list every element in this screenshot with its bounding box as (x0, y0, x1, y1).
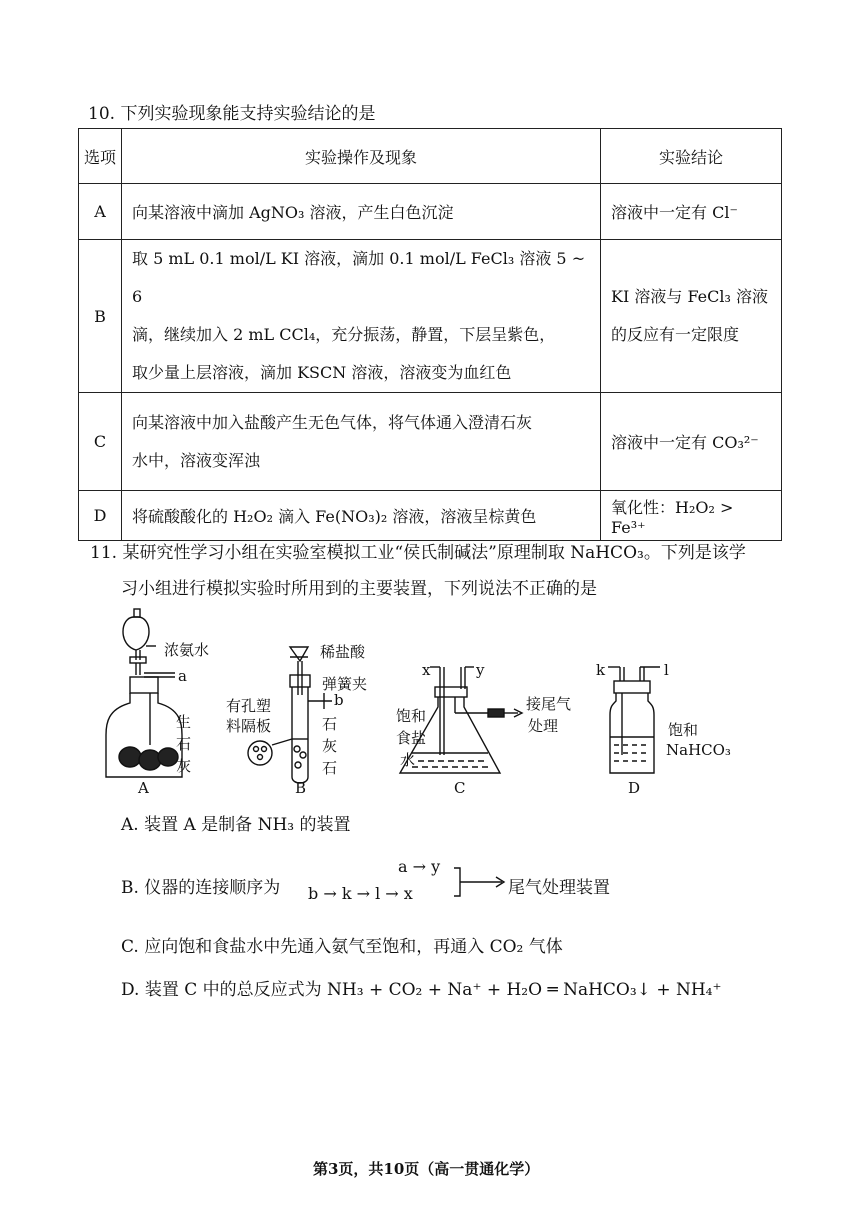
option-b-prefix: B. 仪器的连接顺序为 (121, 878, 281, 898)
question-11-title-line1: 11. 某研究性学习小组在实验室模拟工业“侯氏制碱法”原理制取 NaHCO₃。下列是该学 (90, 543, 746, 563)
label-c-liquid-2: 食盐 (396, 729, 427, 747)
label-apparatus-b: B (295, 779, 307, 797)
label-c-x: x (422, 661, 431, 679)
row-operation: 向某溶液中滴加 AgNO₃ 溶液，产生白色沉淀 (122, 184, 601, 240)
row-operation (122, 240, 601, 393)
row-operation: 将硫酸酸化的 H₂O₂ 滴入 Fe(NO₃)₂ 溶液，溶液呈棕黄色 (122, 491, 601, 541)
header-conclusion: 实验结论 (601, 129, 782, 184)
row-conclusion: 溶液中一定有 Cl⁻ (601, 184, 782, 240)
question-11-title-line2: 习小组进行模拟实验时所用到的主要装置，下列说法不正确的是 (121, 579, 597, 599)
apparatus-b (248, 647, 332, 783)
label-c-liquid-3: 水 (400, 751, 416, 769)
label-b-reagent: 稀盐酸 (320, 643, 366, 661)
label-b-clip: 弹簧夹 (322, 675, 368, 693)
table-row (79, 393, 782, 491)
label-b-solid-3: 石 (322, 759, 338, 777)
label-b-solid-2: 灰 (322, 737, 338, 755)
label-c-tail-1: 接尾气 (526, 695, 572, 713)
option-b-suffix: 尾气处理装置 (508, 878, 610, 898)
apparatus-d (608, 667, 660, 773)
apparatus-figure (100, 605, 750, 800)
option-a: A. 装置 A 是制备 NH₃ 的装置 (121, 815, 351, 835)
label-a-port: a (178, 667, 187, 685)
label-a-solid-1: 生 (176, 713, 192, 731)
row-option: D (79, 491, 122, 541)
apparatus-a (106, 609, 182, 777)
operation-line: 取 5 mL 0.1 mol/L KI 溶液，滴加 0.1 mol/L FeCl₃ 溶液 5 ~ 6 (132, 249, 586, 306)
page-footer: 第3页，共10页（高一贯通化学） (313, 1160, 540, 1178)
operation-line: 向某溶液中加入盐酸产生无色气体，将气体通入澄清石灰 (132, 412, 533, 432)
label-d-liquid-1: 饱和 (668, 721, 699, 739)
label-d-liquid-2: NaHCO₃ (666, 741, 731, 759)
operation-line: 取少量上层溶液，滴加 KSCN 溶液，溶液变为血红色 (132, 363, 512, 382)
operation-line: 水中，溶液变浑浊 (132, 450, 261, 470)
label-c-liquid-1: 饱和 (396, 707, 427, 725)
label-b-solid-1: 石 (322, 715, 338, 733)
label-a-solid-3: 灰 (176, 757, 192, 775)
table-row (79, 240, 782, 393)
header-option: 选项 (79, 129, 122, 184)
label-apparatus-c: C (454, 779, 466, 797)
label-a-solid-2: 石 (176, 735, 192, 753)
label-c-tail-2: 处理 (528, 717, 559, 735)
row-option: B (79, 240, 122, 393)
option-c: C. 应向饱和食盐水中先通入氨气至饱和，再通入 CO₂ 气体 (121, 937, 563, 957)
row-conclusion: 溶液中一定有 CO₃²⁻ (601, 393, 782, 491)
label-apparatus-d: D (628, 779, 641, 797)
row-conclusion: 氧化性：H₂O₂ > Fe³⁺ (601, 491, 782, 541)
label-b-plate-1: 有孔塑 (226, 697, 272, 715)
conclusion-line: 的反应有一定限度 (611, 325, 740, 344)
option-b-chain-bottom: b → k → l → x (308, 884, 413, 903)
label-b-port: b (334, 691, 344, 709)
option-d: D. 装置 C 中的总反应式为 NH₃ + CO₂ + Na⁺ + H₂O ═ NaHCO₃↓ + NH₄⁺ (121, 980, 722, 1000)
row-option: C (79, 393, 122, 491)
bracket-arrow-icon (452, 864, 508, 900)
question-10-title: 10. 下列实验现象能支持实验结论的是 (88, 104, 376, 124)
label-b-plate-2: 料隔板 (226, 717, 272, 735)
row-option: A (79, 184, 122, 240)
conclusion-line: KI 溶液与 FeCl₃ 溶液 (611, 287, 769, 306)
table-row (79, 491, 782, 541)
label-a-reagent: 浓氨水 (164, 641, 210, 659)
table-row (79, 184, 782, 240)
label-d-k: k (596, 661, 606, 679)
question-10-table (78, 128, 782, 541)
row-operation (122, 393, 601, 491)
table-header-row (79, 129, 782, 184)
operation-line: 滴，继续加入 2 mL CCl₄，充分振荡，静置，下层呈紫色， (132, 325, 556, 344)
option-b-chain-top: a → y (398, 857, 441, 876)
row-conclusion (601, 240, 782, 393)
header-operation: 实验操作及现象 (122, 129, 601, 184)
label-c-y: y (476, 661, 485, 679)
label-apparatus-a: A (138, 779, 149, 797)
label-d-l: l (664, 661, 669, 679)
